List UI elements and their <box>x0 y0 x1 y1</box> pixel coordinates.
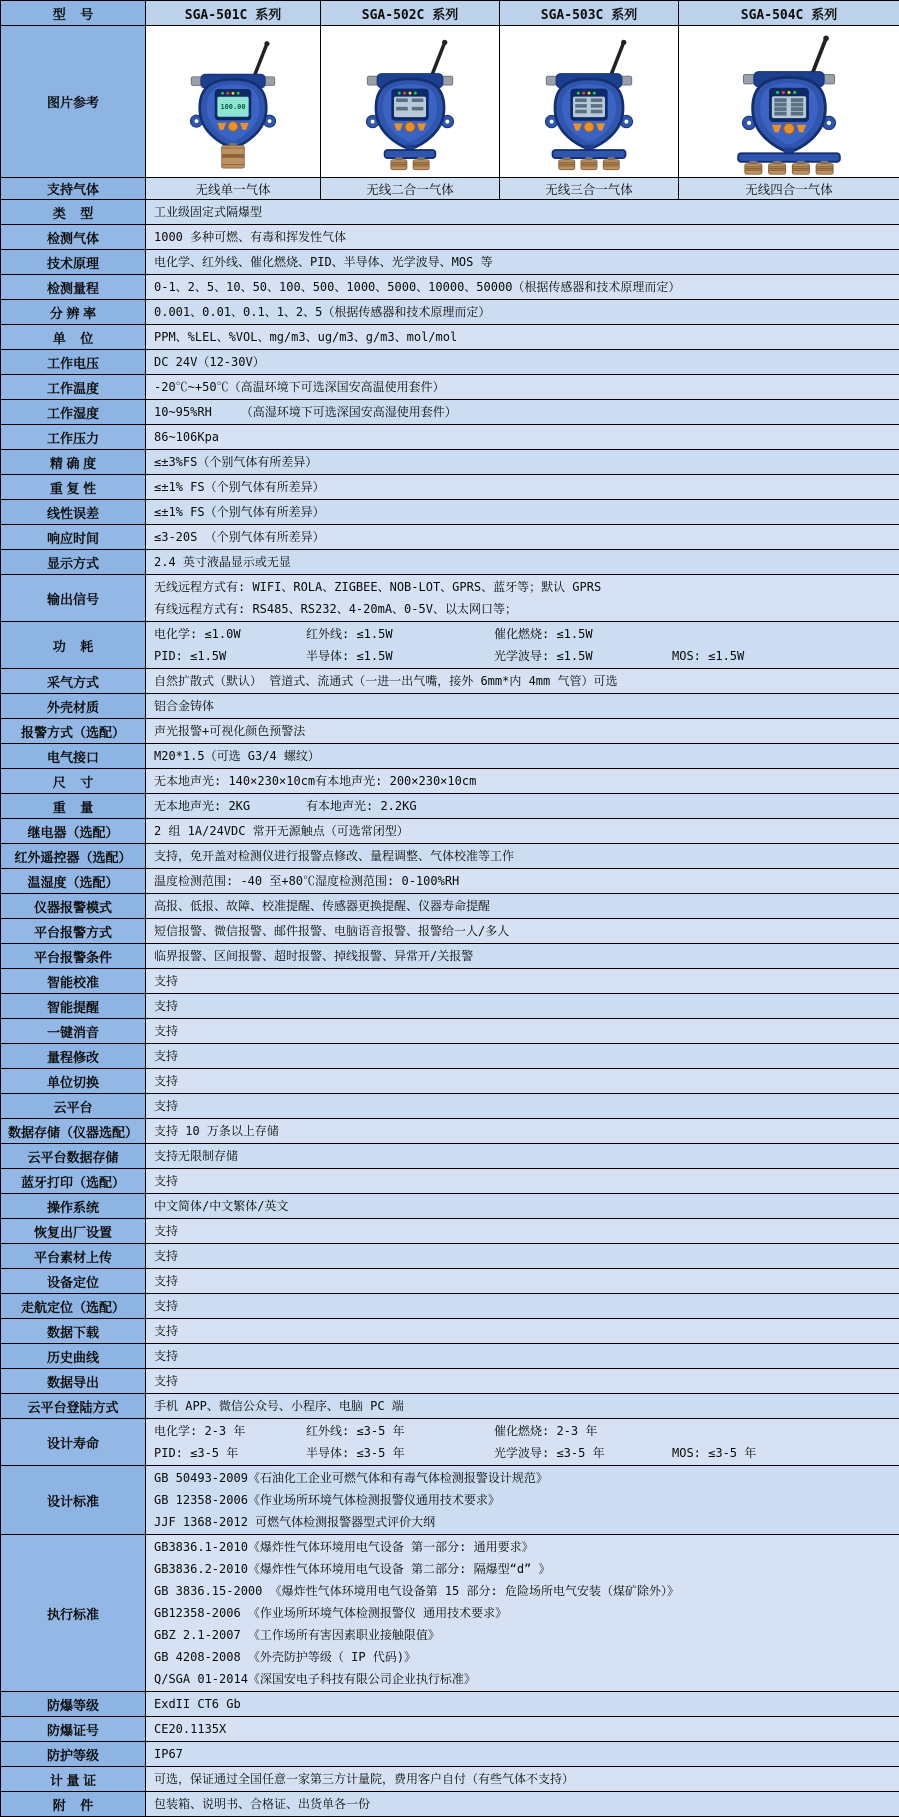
spec-value-segment: GB 12358-2006《作业场所环境气体检测报警仪通用技术要求》 <box>154 1489 500 1511</box>
spec-value-segment: 支持 <box>154 1170 306 1192</box>
spec-value-segment: 0.001、0.01、0.1、1、2、5（根据传感器和技术原理而定） <box>154 301 490 323</box>
spec-label: 平台报警条件 <box>1 944 146 969</box>
svg-text:100.00: 100.00 <box>220 102 245 110</box>
spec-value-segment: 无本地声光: 140×230×10cm <box>154 770 315 792</box>
spec-value-segment: GBZ 2.1-2007 《工作场所有害因素职业接触限值》 <box>154 1624 440 1646</box>
spec-value <box>146 744 899 769</box>
spec-row <box>1 325 899 350</box>
spec-label: 继电器（选配） <box>1 819 146 844</box>
spec-value-segment: 1000 多种可燃、有毒和挥发性气体 <box>154 226 346 248</box>
spec-row <box>1 694 899 719</box>
series-header-sga-503c: SGA-503C 系列 <box>500 1 679 26</box>
spec-value-segment: JJF 1368-2012 可燃气体检测报警器型式评价大纲 <box>154 1511 435 1533</box>
spec-value-segment: 支持 <box>154 1220 306 1242</box>
spec-label: 响应时间 <box>1 525 146 550</box>
spec-value <box>146 400 899 425</box>
spec-row <box>1 575 899 622</box>
spec-row <box>1 275 899 300</box>
spec-row <box>1 1294 899 1319</box>
spec-value-segment: 支持 <box>154 1070 306 1092</box>
spec-value-segment: 支持 10 万条以上存储 <box>154 1120 306 1142</box>
spec-value <box>146 450 899 475</box>
spec-label: 防爆等级 <box>1 1692 146 1717</box>
spec-row <box>1 669 899 694</box>
spec-value-segment: 铝合金铸体 <box>154 695 306 717</box>
spec-row <box>1 769 899 794</box>
spec-value-segment: ≤±3%FS（个别气体有所差异） <box>154 451 317 473</box>
spec-label: 云平台 <box>1 1094 146 1119</box>
gas-detector-illustration-2 <box>321 28 499 176</box>
spec-value-segment: 红外线: ≤3-5 年 <box>306 1420 494 1442</box>
spec-row <box>1 375 899 400</box>
spec-value-segment: 支持 <box>154 1320 306 1342</box>
gas-value-1: 无线单一气体 <box>146 178 321 200</box>
spec-label: 工作温度 <box>1 375 146 400</box>
spec-row <box>1 1244 899 1269</box>
spec-value-segment: MOS: ≤1.5W <box>672 645 744 667</box>
spec-value-segment: 催化燃烧: ≤1.5W <box>494 623 672 645</box>
spec-value-segment: 0-1、2、5、10、50、100、500、1000、5000、10000、50000（根据传感器和技术原理而定） <box>154 276 680 298</box>
spec-value <box>146 694 899 719</box>
spec-label: 工作湿度 <box>1 400 146 425</box>
spec-label: 检测气体 <box>1 225 146 250</box>
spec-value <box>146 1466 899 1535</box>
product-image-row <box>1 26 899 178</box>
spec-value <box>146 1219 899 1244</box>
spec-label: 数据导出 <box>1 1369 146 1394</box>
spec-row <box>1 1219 899 1244</box>
spec-value-segment: ≤3-20S （个别气体有所差异） <box>154 526 325 548</box>
spec-label: 云平台数据存储 <box>1 1144 146 1169</box>
spec-value-segment: MOS: ≤3-5 年 <box>672 1442 756 1464</box>
spec-value <box>146 1144 899 1169</box>
spec-value <box>146 944 899 969</box>
spec-row <box>1 794 899 819</box>
spec-value-segment: 半导体: ≤1.5W <box>306 645 494 667</box>
spec-value <box>146 575 899 622</box>
spec-label: 智能校准 <box>1 969 146 994</box>
spec-row <box>1 869 899 894</box>
spec-value-segment: GB3836.1-2010《爆炸性气体环境用电气设备 第一部分: 通用要求》 <box>154 1536 534 1558</box>
spec-label: 一键消音 <box>1 1019 146 1044</box>
spec-row <box>1 1742 899 1767</box>
spec-value-segment: 电化学: ≤1.0W <box>154 623 306 645</box>
spec-value <box>146 1119 899 1144</box>
spec-value-segment: M20*1.5（可选 G3/4 螺纹） <box>154 745 320 767</box>
spec-value-segment: 短信报警、微信报警、邮件报警、电脑语音报警、报警给一人/多人 <box>154 920 509 942</box>
spec-value <box>146 500 899 525</box>
spec-row <box>1 1419 899 1466</box>
spec-row <box>1 969 899 994</box>
spec-label: 附 件 <box>1 1792 146 1817</box>
spec-row <box>1 1069 899 1094</box>
spec-value-segment: GB12358-2006 《作业场所环境气体检测报警仪 通用技术要求》 <box>154 1602 507 1624</box>
spec-value-segment: DC 24V（12-30V） <box>154 351 306 373</box>
spec-value-segment: 光学波导: ≤1.5W <box>494 645 672 667</box>
spec-label: 仪器报警模式 <box>1 894 146 919</box>
spec-label: 量程修改 <box>1 1044 146 1069</box>
spec-value-segment: 声光报警+可视化颜色预警法 <box>154 720 306 742</box>
spec-value <box>146 1535 899 1692</box>
spec-row <box>1 1019 899 1044</box>
spec-row <box>1 994 899 1019</box>
spec-value-segment: 电化学: 2-3 年 <box>154 1420 306 1442</box>
spec-row <box>1 1692 899 1717</box>
spec-label: 技术原理 <box>1 250 146 275</box>
spec-row <box>1 300 899 325</box>
spec-label: 计 量 证 <box>1 1767 146 1792</box>
spec-label: 执行标准 <box>1 1535 146 1692</box>
spec-row <box>1 1369 899 1394</box>
spec-value-segment: 临界报警、区间报警、超时报警、掉线报警、异常开/关报警 <box>154 945 473 967</box>
spec-value <box>146 475 899 500</box>
spec-value-segment: 支持 <box>154 1270 306 1292</box>
product-image-cell-3 <box>500 26 679 178</box>
spec-value-segment: 无线远程方式有: WIFI、ROLA、ZIGBEE、NOB-LOT、GPRS、蓝牙等；默认 GPRS <box>154 576 601 598</box>
spec-value-segment: 工业级固定式隔爆型 <box>154 201 306 223</box>
spec-value <box>146 1419 899 1466</box>
spec-row <box>1 1394 899 1419</box>
spec-row <box>1 719 899 744</box>
spec-value-segment: 10~95%RH （高湿环境下可选深国安高湿使用套件） <box>154 401 457 423</box>
spec-value <box>146 622 899 669</box>
gas-value-4: 无线四合一气体 <box>679 178 899 200</box>
spec-value-segment: 电化学、红外线、催化燃烧、PID、半导体、光学波导、MOS 等 <box>154 251 493 273</box>
spec-value <box>146 919 899 944</box>
spec-value <box>146 375 899 400</box>
spec-label: 显示方式 <box>1 550 146 575</box>
spec-value <box>146 669 899 694</box>
spec-label: 功 耗 <box>1 622 146 669</box>
spec-value-segment: 2 组 1A/24VDC 常开无源触点（可选常闭型） <box>154 820 409 842</box>
spec-value-segment: 温度检测范围: -40 至+80℃ <box>154 870 315 892</box>
spec-value-segment: GB 3836.15-2000 《爆炸性气体环境用电气设备第 15 部分: 危险场所电气安装（煤矿除外）》 <box>154 1580 679 1602</box>
spec-label: 单位切换 <box>1 1069 146 1094</box>
spec-value-segment: 支持 <box>154 1370 306 1392</box>
spec-label: 检测量程 <box>1 275 146 300</box>
spec-row <box>1 1792 899 1817</box>
spec-value <box>146 525 899 550</box>
spec-row <box>1 1044 899 1069</box>
image-row-label: 图片参考 <box>1 26 146 178</box>
spec-row <box>1 200 899 225</box>
spec-row <box>1 425 899 450</box>
spec-value <box>146 300 899 325</box>
spec-label: 尺 寸 <box>1 769 146 794</box>
spec-value-segment: 支持 <box>154 1245 306 1267</box>
spec-value-segment: PID: ≤1.5W <box>154 645 306 667</box>
spec-value-segment: 2.4 英寸液晶显示或无显 <box>154 551 306 573</box>
spec-value <box>146 350 899 375</box>
spec-row <box>1 250 899 275</box>
spec-row <box>1 1169 899 1194</box>
spec-value <box>146 1369 899 1394</box>
spec-value <box>146 225 899 250</box>
spec-row <box>1 1094 899 1119</box>
spec-value-segment: Q/SGA 01-2014《深国安电子科技有限公司企业执行标准》 <box>154 1668 476 1690</box>
spec-row <box>1 475 899 500</box>
spec-row <box>1 844 899 869</box>
spec-value-segment: 支持，免开盖对检测仪进行报警点修改、量程调整、气体校准等工作 <box>154 845 514 867</box>
spec-label: 线性误差 <box>1 500 146 525</box>
spec-value <box>146 425 899 450</box>
spec-value-segment: -20℃~+50℃（高温环境下可选深国安高温使用套件） <box>154 376 445 398</box>
spec-label: 防护等级 <box>1 1742 146 1767</box>
spec-label: 采气方式 <box>1 669 146 694</box>
gas-detector-illustration-4 <box>679 28 899 176</box>
spec-value-segment: 手机 APP、微信公众号、小程序、电脑 PC 端 <box>154 1395 404 1417</box>
spec-row <box>1 944 899 969</box>
spec-value <box>146 969 899 994</box>
spec-label: 输出信号 <box>1 575 146 622</box>
gas-detector-illustration-1 <box>146 28 320 176</box>
spec-value <box>146 844 899 869</box>
spec-label: 外壳材质 <box>1 694 146 719</box>
spec-row <box>1 894 899 919</box>
spec-value-segment: GB3836.2-2010《爆炸性气体环境用电气设备 第二部分: 隔爆型“d” 》 <box>154 1558 551 1580</box>
spec-label: 工作电压 <box>1 350 146 375</box>
spec-label: 数据存储（仪器选配） <box>1 1119 146 1144</box>
spec-value <box>146 719 899 744</box>
spec-value <box>146 1742 899 1767</box>
spec-value-segment: IP67 <box>154 1743 306 1765</box>
spec-value <box>146 1319 899 1344</box>
series-header-sga-502c: SGA-502C 系列 <box>321 1 500 26</box>
spec-value <box>146 1169 899 1194</box>
spec-row <box>1 350 899 375</box>
spec-row <box>1 622 899 669</box>
spec-value <box>146 769 899 794</box>
spec-value-segment: 有本地声光: 2.2KG <box>306 795 494 817</box>
spec-label: 类 型 <box>1 200 146 225</box>
spec-label: 蓝牙打印（选配） <box>1 1169 146 1194</box>
spec-value-segment: 支持 <box>154 995 306 1017</box>
spec-value <box>146 1194 899 1219</box>
spec-value-segment: PPM、%LEL、%VOL、mg/m3、ug/m3、g/m3、mol/mol <box>154 326 457 348</box>
spec-label: 智能提醒 <box>1 994 146 1019</box>
spec-row <box>1 400 899 425</box>
spec-label: 温湿度（选配） <box>1 869 146 894</box>
spec-value <box>146 794 899 819</box>
spec-value-segment: 中文简体/中文繁体/英文 <box>154 1195 306 1217</box>
spec-row <box>1 1535 899 1692</box>
spec-value-segment: 催化燃烧: 2-3 年 <box>494 1420 672 1442</box>
spec-label: 恢复出厂设置 <box>1 1219 146 1244</box>
model-header-label: 型 号 <box>1 1 146 26</box>
spec-value <box>146 1792 899 1817</box>
spec-value <box>146 894 899 919</box>
spec-value-segment: 半导体: ≤3-5 年 <box>306 1442 494 1464</box>
spec-label: 操作系统 <box>1 1194 146 1219</box>
spec-row <box>1 1119 899 1144</box>
spec-value <box>146 1094 899 1119</box>
gas-row-label: 支持气体 <box>1 178 146 200</box>
spec-value <box>146 1344 899 1369</box>
spec-value-segment: 支持 <box>154 1295 306 1317</box>
spec-row <box>1 1194 899 1219</box>
spec-row <box>1 1767 899 1792</box>
spec-value <box>146 200 899 225</box>
series-header-sga-504c: SGA-504C 系列 <box>679 1 899 26</box>
spec-label: 走航定位（选配） <box>1 1294 146 1319</box>
spec-value <box>146 1069 899 1094</box>
spec-row <box>1 1319 899 1344</box>
spec-label: 平台报警方式 <box>1 919 146 944</box>
spec-value-segment: 湿度检测范围: 0-100%RH <box>315 870 503 892</box>
spec-row <box>1 225 899 250</box>
spec-value-segment: 86~106Kpa <box>154 426 306 448</box>
spec-row <box>1 919 899 944</box>
spec-label: 红外遥控器（选配） <box>1 844 146 869</box>
spec-row <box>1 525 899 550</box>
spec-value-segment: 高报、低报、故障、校准提醒、传感器更换提醒、仪器寿命提醒 <box>154 895 490 917</box>
spec-value-segment: GB 50493-2009《石油化工企业可燃气体和有毒气体检测报警设计规范》 <box>154 1467 548 1489</box>
spec-row <box>1 1717 899 1742</box>
spec-value-segment: 支持 <box>154 1045 306 1067</box>
spec-value-segment: 支持 <box>154 1345 306 1367</box>
spec-label: 云平台登陆方式 <box>1 1394 146 1419</box>
spec-value-segment: 支持 <box>154 1020 306 1042</box>
spec-value <box>146 1044 899 1069</box>
spec-row <box>1 550 899 575</box>
spec-value-segment: 可选，保证通过全国任意一家第三方计量院，费用客户自付（有些气体不支持） <box>154 1768 574 1790</box>
spec-row <box>1 1144 899 1169</box>
spec-value-segment: 支持 <box>154 1095 306 1117</box>
spec-value <box>146 869 899 894</box>
gas-detector-illustration-3 <box>500 28 678 176</box>
gas-value-2: 无线二合一气体 <box>321 178 500 200</box>
spec-value-segment: 光学波导: ≤3-5 年 <box>494 1442 672 1464</box>
spec-label: 数据下载 <box>1 1319 146 1344</box>
supported-gas-row <box>1 178 899 200</box>
spec-row <box>1 1269 899 1294</box>
model-header-row <box>1 1 899 26</box>
spec-value-segment: ExdII CT6 Gb <box>154 1693 306 1715</box>
spec-label: 平台素材上传 <box>1 1244 146 1269</box>
spec-row <box>1 819 899 844</box>
spec-label: 报警方式（选配） <box>1 719 146 744</box>
spec-value-segment: CE20.1135X <box>154 1718 306 1740</box>
spec-value-segment: 有线远程方式有: RS485、RS232、4-20mA、0-5V、以太网口等； <box>154 598 517 620</box>
spec-value <box>146 819 899 844</box>
spec-label: 重 量 <box>1 794 146 819</box>
spec-row <box>1 450 899 475</box>
spec-label: 分 辨 率 <box>1 300 146 325</box>
spec-value-segment: 支持 <box>154 970 306 992</box>
spec-row <box>1 500 899 525</box>
spec-label: 电气接口 <box>1 744 146 769</box>
spec-label: 工作压力 <box>1 425 146 450</box>
spec-row <box>1 1466 899 1535</box>
spec-label: 防爆证号 <box>1 1717 146 1742</box>
spec-label: 设计标准 <box>1 1466 146 1535</box>
spec-value <box>146 325 899 350</box>
spec-label: 精 确 度 <box>1 450 146 475</box>
spec-row <box>1 1344 899 1369</box>
spec-value <box>146 550 899 575</box>
spec-value-segment: 包装箱、说明书、合格证、出货单各一份 <box>154 1793 370 1815</box>
spec-value-segment: 无本地声光: 2KG <box>154 795 306 817</box>
spec-label: 重 复 性 <box>1 475 146 500</box>
spec-value <box>146 1244 899 1269</box>
spec-value <box>146 1269 899 1294</box>
spec-value <box>146 250 899 275</box>
spec-value <box>146 1294 899 1319</box>
spec-value <box>146 1019 899 1044</box>
spec-value <box>146 275 899 300</box>
spec-value-segment: ≤±1% FS（个别气体有所差异） <box>154 501 325 523</box>
spec-value-segment: 有本地声光: 200×230×10cm <box>315 770 503 792</box>
spec-value-segment: 自然扩散式（默认） 管道式、流通式（一进一出气嘴，接外 6mm*内 4mm 气管）可选 <box>154 670 617 692</box>
spec-value-segment: 支持无限制存储 <box>154 1145 306 1167</box>
spec-label: 设备定位 <box>1 1269 146 1294</box>
spec-value-segment: ≤±1% FS（个别气体有所差异） <box>154 476 325 498</box>
spec-label: 单 位 <box>1 325 146 350</box>
spec-row <box>1 744 899 769</box>
spec-value <box>146 1394 899 1419</box>
spec-value <box>146 994 899 1019</box>
product-image-cell-4 <box>679 26 899 178</box>
product-image-cell-2 <box>321 26 500 178</box>
spec-value-segment: GB 4208-2008 《外壳防护等级（ IP 代码)》 <box>154 1646 416 1668</box>
series-header-sga-501c: SGA-501C 系列 <box>146 1 321 26</box>
spec-label: 历史曲线 <box>1 1344 146 1369</box>
gas-value-3: 无线三合一气体 <box>500 178 679 200</box>
spec-value <box>146 1717 899 1742</box>
product-image-cell-1 <box>146 26 321 178</box>
spec-value-segment: 红外线: ≤1.5W <box>306 623 494 645</box>
spec-value <box>146 1692 899 1717</box>
spec-value-segment: PID: ≤3-5 年 <box>154 1442 306 1464</box>
spec-label: 设计寿命 <box>1 1419 146 1466</box>
spec-value <box>146 1767 899 1792</box>
